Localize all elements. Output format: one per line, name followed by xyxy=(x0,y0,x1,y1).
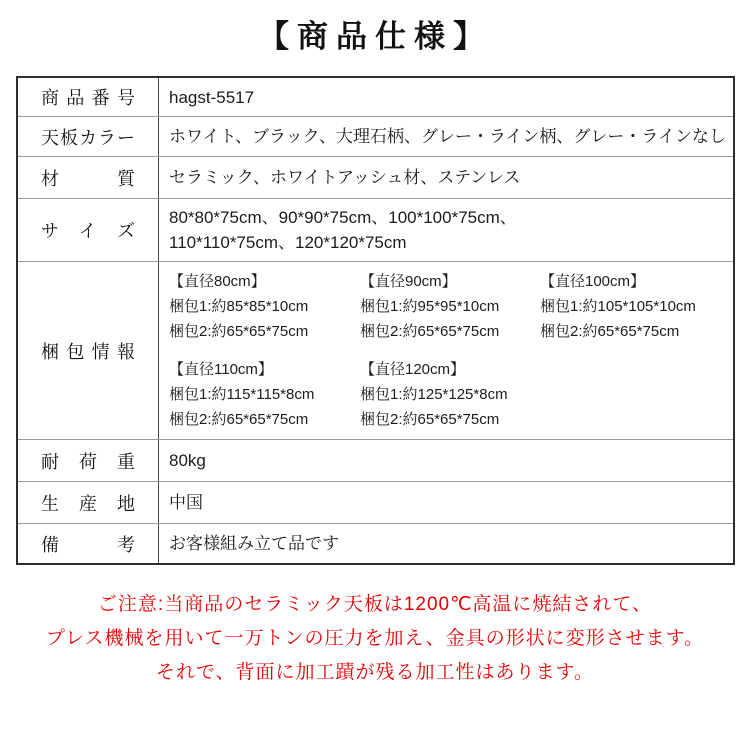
row-label-origin: 生産地 xyxy=(18,482,159,523)
packing-block-100cm: 【直径100cm】 梱包1:約105*105*10cm 梱包2:約65*65*75cm xyxy=(540,273,696,340)
spec-row-material xyxy=(18,156,733,198)
packing-block-110cm: 【直径110cm】 梱包1:約115*115*8cm 梱包2:約65*65*75cm xyxy=(169,361,315,428)
row-value-remarks: お客様組み立て品です xyxy=(169,534,339,553)
row-label-material: 材質 xyxy=(18,157,159,198)
caution-line-3: それで、背面に加工蹟が残る加工性はあります。 xyxy=(155,662,595,683)
spec-row-product-number xyxy=(18,78,733,116)
row-label-product-number: 商品番号 xyxy=(18,78,159,116)
row-value-product-number: hagst-5517 xyxy=(169,87,255,107)
caution-line-2: プレス機械を用いて一万トンの圧力を加え、金具の形状に変形させます。 xyxy=(45,628,705,649)
packing-group-2 xyxy=(169,357,727,432)
row-value-material: セラミック、ホワイトアッシュ材、ステンレス xyxy=(169,168,521,187)
caution-note xyxy=(0,588,750,690)
row-value-top-color: ホワイト、ブラック、大理石柄、グレー・ライン柄、グレー・ラインなし xyxy=(169,127,726,146)
size-line-2: 110*110*75cm、120*120*75cm xyxy=(169,233,407,252)
spec-row-size xyxy=(18,198,733,261)
spec-row-packing xyxy=(18,261,733,439)
packing-block-90cm: 【直径90cm】 梱包1:約95*95*10cm 梱包2:約65*65*75cm xyxy=(360,273,500,340)
packing-block-120cm: 【直径120cm】 梱包1:約125*125*8cm 梱包2:約65*65*75cm xyxy=(360,361,508,428)
spec-row-origin xyxy=(18,481,733,523)
row-label-size: サイズ xyxy=(18,199,159,261)
row-label-load-capacity: 耐荷重 xyxy=(18,440,159,481)
row-value-packing xyxy=(159,262,733,439)
row-value-size xyxy=(159,199,733,261)
row-value-origin: 中国 xyxy=(169,493,203,512)
size-line-1: 80*80*75cm、90*90*75cm、100*100*75cm、 xyxy=(169,208,517,227)
packing-group-1 xyxy=(169,269,727,344)
packing-block-80cm: 【直径80cm】 梱包1:約85*85*10cm 梱包2:約65*65*75cm xyxy=(169,273,309,340)
row-value-load-capacity: 80kg xyxy=(169,451,206,470)
row-label-top-color: 天板カラー xyxy=(18,117,159,156)
spec-row-load-capacity xyxy=(18,439,733,481)
caution-line-1: ご注意:当商品のセラミック天板は1200℃高温に焼結されて、 xyxy=(97,594,653,615)
row-label-remarks: 備考 xyxy=(18,524,159,563)
row-label-packing: 梱包情報 xyxy=(18,262,159,439)
spec-row-top-color xyxy=(18,116,733,156)
spec-row-remarks xyxy=(18,523,733,563)
page-title: 【商品仕様】 xyxy=(258,19,492,54)
spec-table xyxy=(16,76,735,565)
